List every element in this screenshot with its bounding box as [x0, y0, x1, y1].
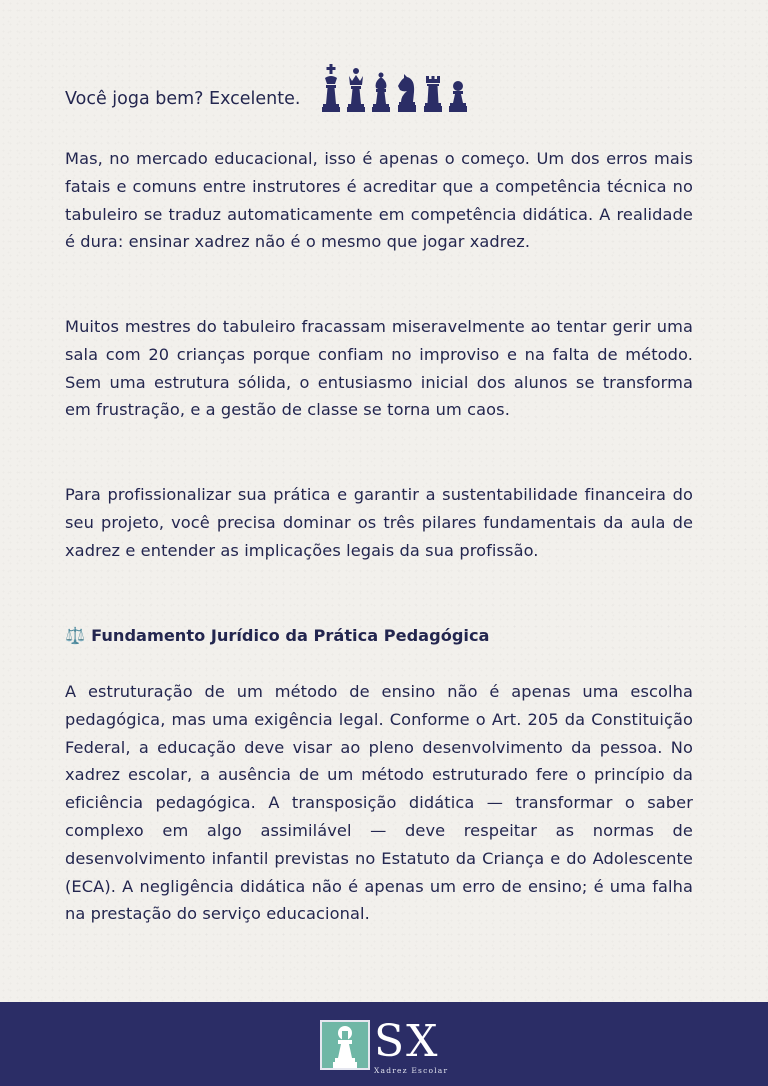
footer-bar	[0, 1002, 768, 1086]
logo-subtitle: Xadrez Escolar	[374, 1066, 449, 1075]
bishop-icon	[370, 72, 392, 112]
heading-row	[65, 62, 469, 112]
section-heading	[65, 622, 489, 649]
paragraph-intro: Mas, no mercado educacional, isso é apenas o começo. Um dos erros mais fatais e comuns entre instrutores é acreditar que a competência técnica no tabuleiro se traduz automaticamente em competência didática. A realidade é dura: ensinar xadrez não é o mesmo que jogar xadrez.	[65, 149, 693, 252]
queen-icon	[345, 68, 367, 112]
paragraph-legal: A estruturação de um método de ensino não é apenas uma escolha pedagógica, mas uma exigência legal. Conforme o Art. 205 da Constituição Federal, a educação deve visar ao pleno desenvolvimento da pessoa. No xadrez escolar, a ausência de um método estruturado fere o princípio da eficiência pedagógica. A transposição didática — transformar o saber complexo em algo assimilável — deve respeitar as normas de desenvolvimento infantil previstas no Estatuto da Criança e do Adolescente (ECA). A negligência didática não é apenas um erro de ensino; é uma falha na prestação do serviço educacional.	[65, 682, 693, 924]
section-title: Fundamento Jurídico da Prática Pedagógica	[91, 626, 490, 645]
pawn-icon	[447, 80, 469, 112]
logo-letters: SX	[374, 1016, 440, 1067]
paragraph-professionalize: Para profissionalizar sua prática e garantir a sustentabilidade financeira do seu projeto, você precisa dominar os três pilares fundamentais da aula de xadrez e entender as implicações legais da sua profissão.	[65, 485, 693, 560]
chess-pieces	[320, 64, 469, 112]
logo	[320, 1016, 449, 1075]
pawn-logo-icon	[320, 1020, 370, 1070]
page-title: Você joga bem? Excelente.	[65, 88, 301, 109]
rook-icon	[422, 76, 444, 112]
knight-icon	[395, 72, 419, 112]
scales-icon: ⚖️	[65, 626, 86, 645]
king-icon	[320, 64, 342, 112]
paragraph-masters: Muitos mestres do tabuleiro fracassam miseravelmente ao tentar gerir uma sala com 20 crianças porque confiam no improviso e na falta de método. Sem uma estrutura sólida, o entusiasmo inicial dos alunos se transforma em frustração, e a gestão de classe se torna um caos.	[65, 317, 693, 420]
